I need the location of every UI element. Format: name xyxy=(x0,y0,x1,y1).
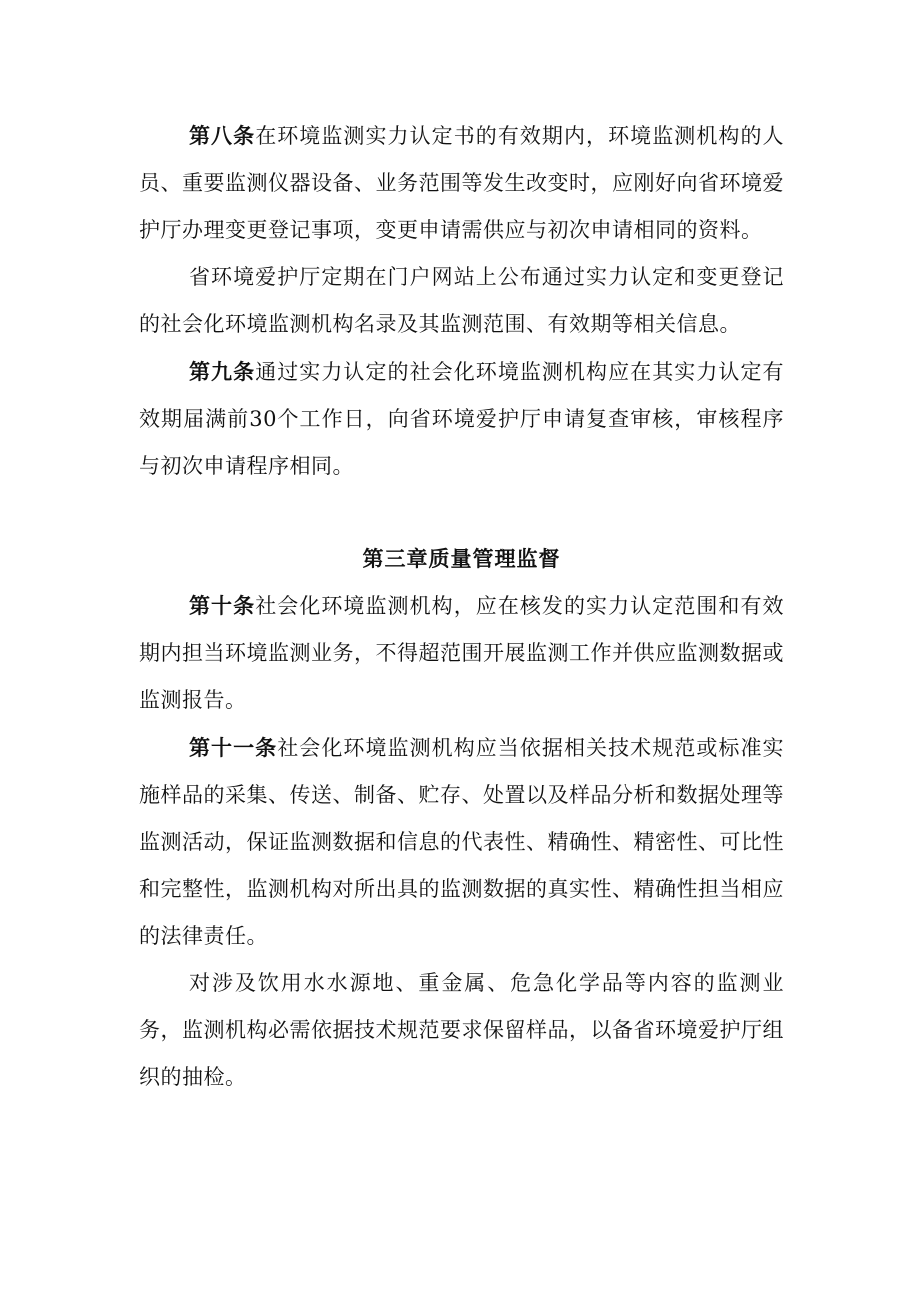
article-8-text: 在环境监测实力认定书的有效期内，环境监测机构的人员、重要监测仪器设备、业务范围等发生改变时，应刚好向省环境爱护厅办理变更登记事项，变更申请需供应与初次申请相同的资料。 xyxy=(139,124,785,242)
article-8-heading: 第八条 xyxy=(189,123,256,148)
sample-retention-paragraph xyxy=(139,960,784,1101)
article-8-paragraph xyxy=(139,112,784,254)
article-10-heading: 第十条 xyxy=(189,593,256,618)
article-11-text: 社会化环境监测机构应当依据相关技术规范或标准实施样品的采集、传送、制备、贮存、处置以及样品分析和数据处理等监测活动，保证监测数据和信息的代表性、精确性、精密性、可比性和完整性，监测机构对所出具的监测数据的真实性、精确性担当相应的法律责任。 xyxy=(139,736,785,948)
article-11-paragraph xyxy=(139,724,784,960)
registry-publication-text: 省环境爱护厅定期在门户网站上公布通过实力认定和变更登记的社会化环境监测机构名录及其监测范围、有效期等相关信息。 xyxy=(139,265,784,336)
article-10-paragraph xyxy=(139,582,784,724)
article-9-text: 通过实力认定的社会化环境监测机构应在其实力认定有效期届满前30个工作日，向省环境爱护厅申请复查审核，审核程序与初次申请程序相同。 xyxy=(139,360,785,478)
article-9-paragraph xyxy=(139,348,784,490)
sample-retention-text: 对涉及饮用水水源地、重金属、危急化学品等内容的监测业务，监测机构必需依据技术规范要求保留样品，以备省环境爱护厅组织的抽检。 xyxy=(139,971,784,1089)
document-page xyxy=(139,112,784,1101)
article-10-text: 社会化环境监测机构，应在核发的实力认定范围和有效期内担当环境监测业务，不得超范围开展监测工作并供应监测数据或监测报告。 xyxy=(139,594,785,712)
article-11-heading: 第十一条 xyxy=(189,735,278,760)
chapter-title: 第三章质量管理监督 xyxy=(362,546,561,571)
registry-publication-paragraph xyxy=(139,254,784,348)
article-9-heading: 第九条 xyxy=(189,359,256,384)
